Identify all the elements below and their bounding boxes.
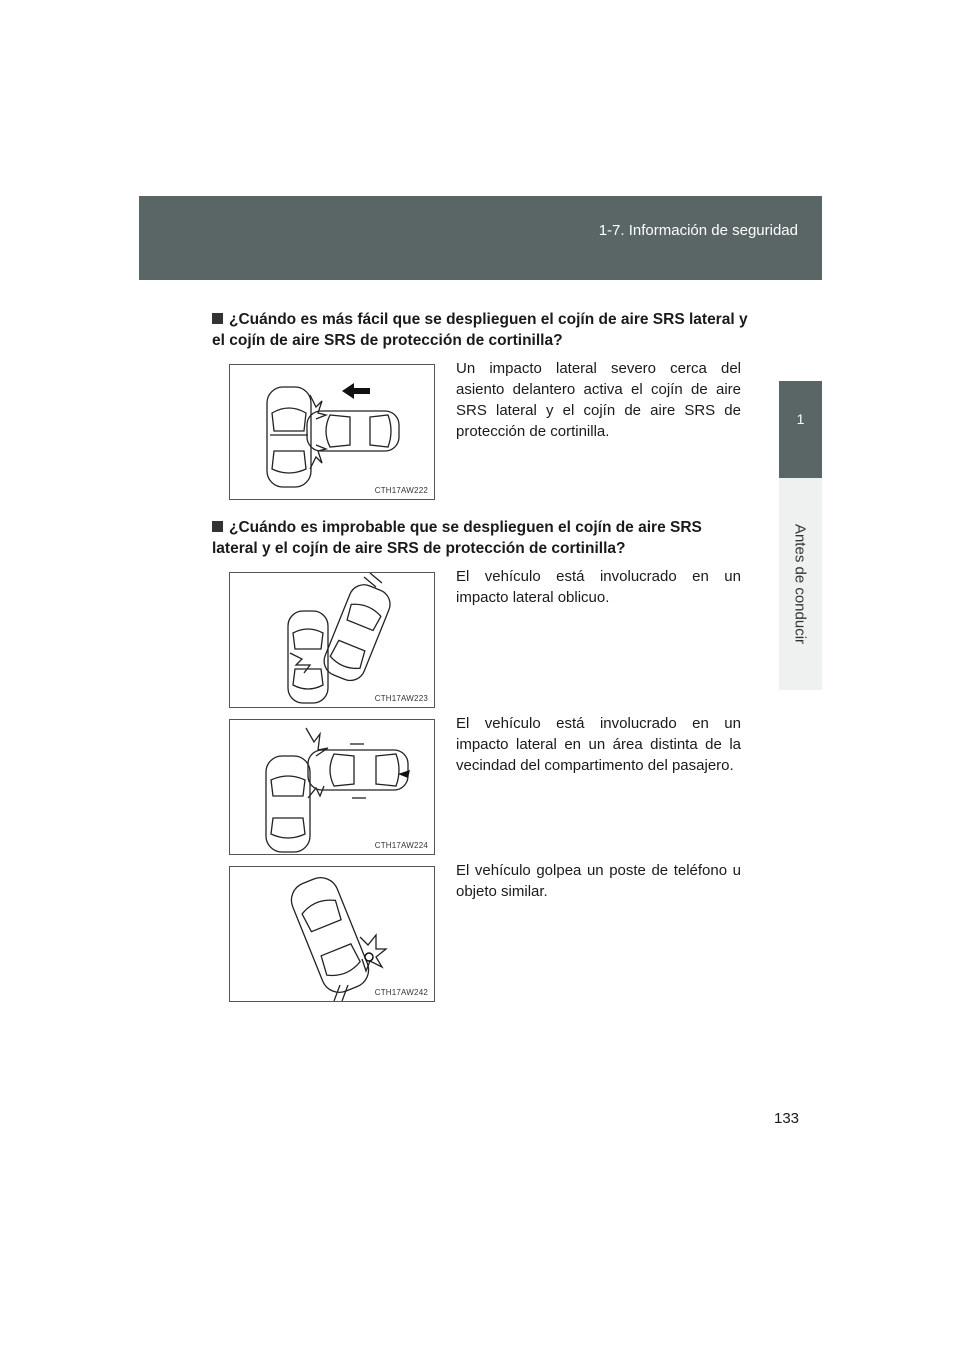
crash-illustration bbox=[230, 365, 436, 501]
header-bar bbox=[139, 196, 822, 280]
figure-pole-impact bbox=[229, 866, 435, 1002]
figure-description: Un impacto lateral severo cerca del asiento delantero activa el cojín de aire SRS lateral y el cojín de aire SRS de protección de cortinilla. bbox=[456, 360, 741, 440]
section-heading-unlikely: ¿Cuándo es improbable que se desplieguen el cojín de aire SRS lateral y el cojín de aire SRS de protección de cortinilla? bbox=[212, 519, 702, 557]
figure-oblique-impact bbox=[229, 572, 435, 708]
bullet-square-icon bbox=[212, 521, 223, 532]
bullet-square-icon bbox=[212, 313, 223, 324]
figure-side-impact-other-area bbox=[229, 719, 435, 855]
section-title: 1-7. Información de seguridad bbox=[598, 222, 798, 239]
figure-code: CTH17AW222 bbox=[374, 486, 428, 495]
figure-code: CTH17AW224 bbox=[374, 841, 428, 850]
chapter-label: Antes de conducir bbox=[791, 523, 809, 645]
figure-description: El vehículo golpea un poste de teléfono u objeto similar. bbox=[456, 862, 741, 900]
figure-description: El vehículo está involucrado en un impacto lateral en un área distinta de la vecindad del compartimento del pasajero. bbox=[456, 715, 741, 774]
chapter-tab bbox=[779, 381, 822, 478]
figure-side-impact-front-seat bbox=[229, 364, 435, 500]
figure-description: El vehículo está involucrado en un impacto lateral oblicuo. bbox=[456, 568, 741, 606]
figure-code: CTH17AW242 bbox=[374, 988, 428, 997]
page-number: 133 bbox=[774, 1110, 800, 1127]
chapter-number: 1 bbox=[796, 411, 805, 427]
figure-code: CTH17AW223 bbox=[374, 694, 428, 703]
section-heading-likely: ¿Cuándo es más fácil que se desplieguen el cojín de aire SRS lateral y el cojín de aire SRS de protección de cortinilla? bbox=[212, 311, 748, 349]
crash-illustration bbox=[230, 573, 436, 709]
crash-illustration bbox=[230, 867, 436, 1003]
crash-illustration bbox=[230, 720, 436, 856]
chapter-rail bbox=[779, 478, 822, 690]
